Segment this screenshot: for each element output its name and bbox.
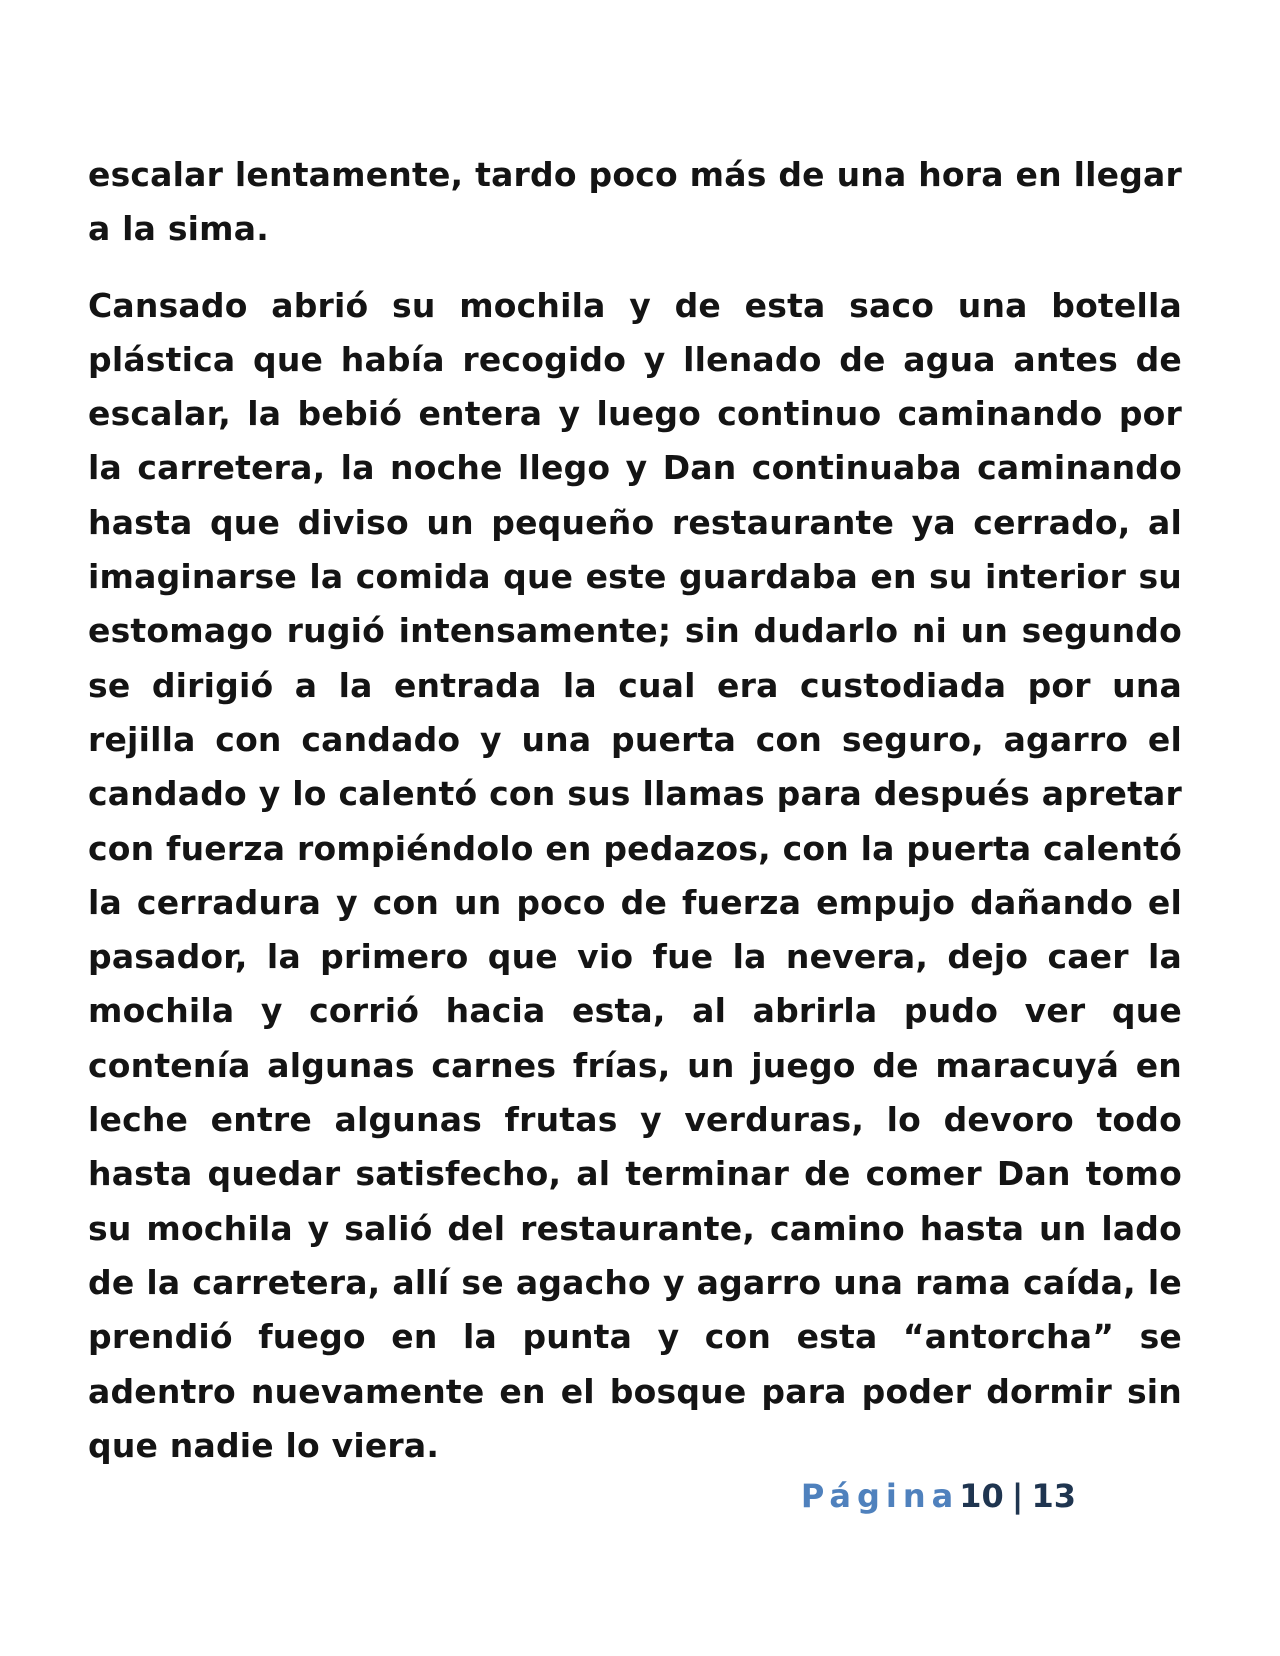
page-separator: |	[1011, 1477, 1024, 1515]
paragraph-2: Cansado abrió su mochila y de esta saco una botella plástica que había recogido y llenado de agua antes de escalar, la bebió entera y luego continuo caminando por la carretera, la noche llego y Dan continuaba caminando hasta que diviso un pequeño restaurante ya cerrado, al imaginarse la comida que este guardaba en su interior su estomago rugió intensamente; sin dudarlo ni un segundo se dirigió a la entrada la cual era custodiada por una rejilla con candado y una puerta con seguro, agarro el candado y lo calentó con sus llamas para después apretar con fuerza rompiéndolo en pedazos, con la puerta calentó la cerradura y con un poco de fuerza empujo dañando el pasador, la primero que vio fue la nevera, dejo caer la mochila y corrió hacia esta, al abrirla pudo ver que contenía algunas carnes frías, un juego de maracuyá en leche entre algunas frutas y verduras, lo devoro todo hasta quedar satisfecho, al terminar de comer Dan tomo su mochila y salió del restaurante, camino hasta un lado de la carretera, allí se agacho y agarro una rama caída, le prendió fuego en la punta y con esta “antorcha” se adentro nuevamente en el bosque para poder dormir sin que nadie lo viera.	[88, 285, 1182, 1465]
page-label: Página	[800, 1477, 960, 1515]
page-number: 10	[959, 1477, 1004, 1515]
page-footer	[801, 1476, 1076, 1516]
paragraph-1: escalar lentamente, tardo poco más de una hora en llegar a la sima.	[88, 155, 1182, 249]
page-total: 13	[1031, 1477, 1076, 1515]
body-text	[88, 148, 1182, 1473]
